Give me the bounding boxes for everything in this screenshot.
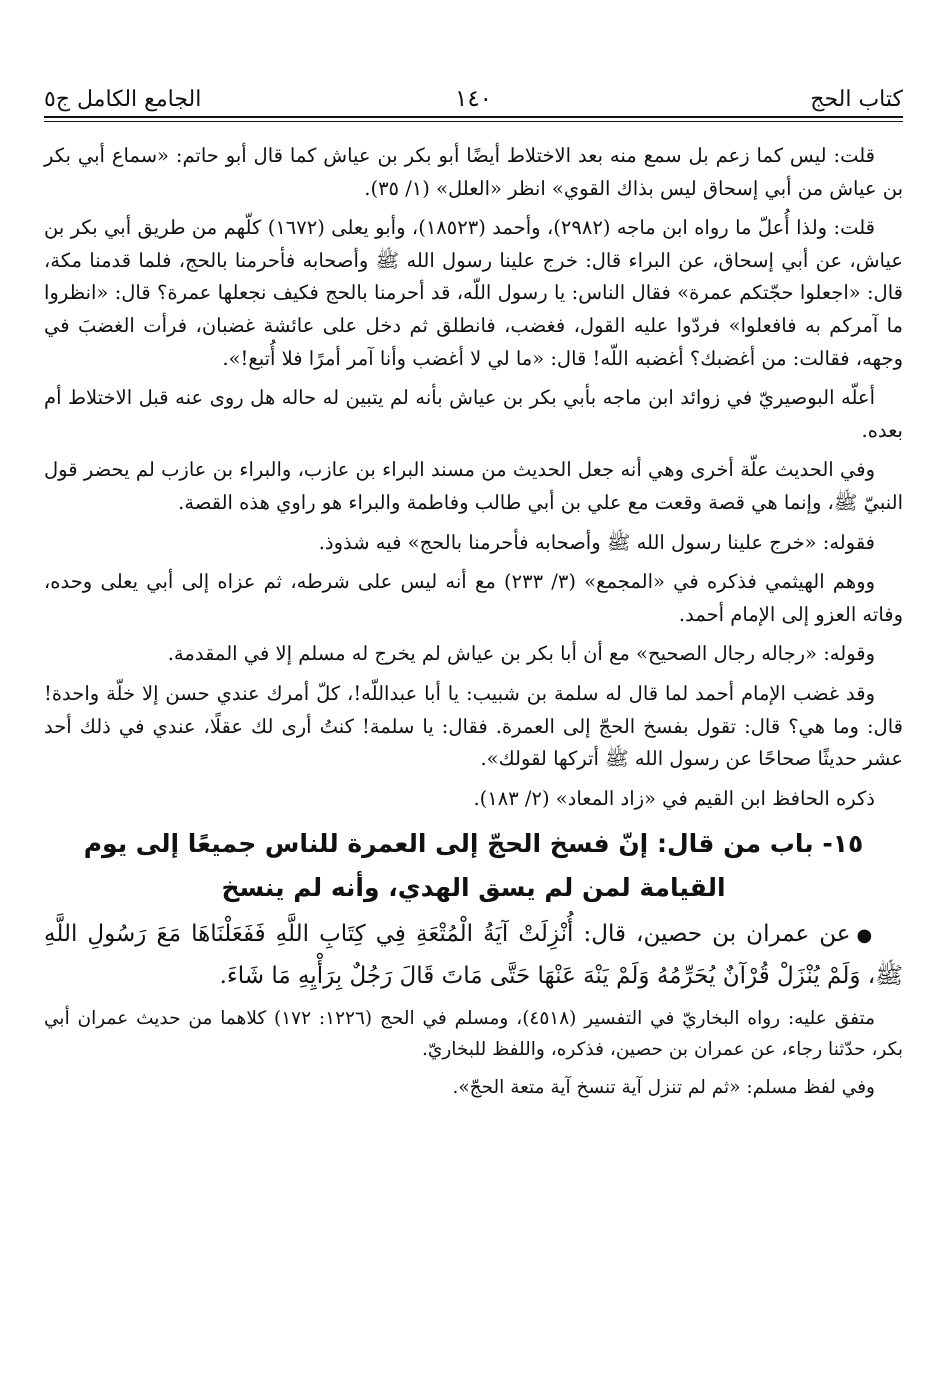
paragraph-6: ووهم الهيثمي فذكره في «المجمع» (٣/ ٢٣٣) مع أنه ليس على شرطه، ثم عزاه إلى أبي يعلى وحده، وفاته العزو إلى الإمام أحمد. xyxy=(44,570,903,626)
paragraph-5: فقوله: «خرج علينا رسول الله ﷺ وأصحابه فأحرمنا بالحج» فيه شذوذ. xyxy=(318,530,875,554)
page-content xyxy=(44,140,903,1110)
header-rule-thin xyxy=(44,121,903,122)
paragraph-3: أعلّه البوصيريّ في زوائد ابن ماجه بأبي بكر بن عياش بأنه لم يتبين له حاله هل روى عنه قبل الاختلاط أم بعده. xyxy=(44,386,903,442)
bullet-icon: ● xyxy=(856,925,875,947)
paragraph-2: قلت: ولذا أُعلّ ما رواه ابن ماجه (٢٩٨٢)، وأحمد (١٨٥٢٣)، وأبو يعلى (١٦٧٢) كلّهم من طريق أبي بكر بن عياش، عن أبي إسحاق، عن البراء قال: خرج علينا رسول الله ﷺ وأصحابه فأحرمنا بالحج، فلما قدمنا مكة، قال: «اجعلوا حجّتكم عمرة» فقال الناس: يا رسول اللّه، قد أحرمنا بالحج فكيف نجعلها عمرة؟ قال: «انظروا ما آمركم به فافعلوا» فردّوا عليه القول، فغضب، فانطلق ثم دخل على عائشة غضبان، فرأت الغضبَ في وجهه، فقالت: من أغضبك؟ أغضبه اللّه! قال: «ما لي لا أغضب وأنا آمر أمرًا فلا أُتبع!». xyxy=(44,216,903,370)
chapter-title: ١٥- باب من قال: إنّ فسخ الحجّ إلى العمرة للناس جميعًا إلى يوم القيامة لمن لم يسق الهدي، وأنه لم ينسخ xyxy=(83,829,864,903)
note-2: وفي لفظ مسلم: «ثم لم تنزل آية تنسخ آية متعة الحجّ». xyxy=(452,1077,875,1099)
hadith-text-block xyxy=(44,914,903,996)
paragraph-1: قلت: ليس كما زعم بل سمع منه بعد الاختلاط أيضًا أبو بكر بن عياش كما قال أبو حاتم: «سماع أبي بكر بن عياش من أبي إسحاق ليس بذاك القوي» انظر «العلل» (١/ ٣٥). xyxy=(44,144,903,200)
volume-title: الجامع الكامل ج٥ xyxy=(44,87,202,112)
page-header xyxy=(44,76,903,112)
note-1: متفق عليه: رواه البخاريّ في التفسير (٤٥١٨)، ومسلم في الحج (١٢٢٦: ١٧٢) كلاهما من حديث عمران أبي بكر، حدّثنا رجاء، عن عمران بن حصين، فذكره، واللفظ للبخاريّ. xyxy=(44,1008,903,1061)
paragraph-9: ذكره الحافظ ابن القيم في «زاد المعاد» (٢/ ١٨٣). xyxy=(473,786,875,810)
paragraph-7: وقوله: «رجاله رجال الصحيح» مع أن أبا بكر بن عياش لم يخرج له مسلم إلا في المقدمة. xyxy=(167,642,875,666)
header-rule-thick xyxy=(44,116,903,118)
page-number: ١٤٠ xyxy=(454,86,493,112)
paragraph-8: وقد غضب الإمام أحمد لما قال له سلمة بن شبيب: يا أبا عبداللّه!، كلّ أمرك عندي حسن إلا خلّة واحدة! قال: وما هي؟ قال: تقول بفسخ الحجّ إلى العمرة. فقال: يا سلمة! كنتُ أرى لك عقلًا، عندي في ذلك أحد عشر حديثًا صحاحًا عن رسول الله ﷺ أتركها لقولك». xyxy=(44,681,903,771)
hadith-text: عن عمران بن حصين، قال: أُنْزِلَتْ آيَةُ الْمُتْعَةِ فِي كِتَابِ اللَّهِ فَفَعَلْنَاهَا مَعَ رَسُولِ اللَّهِ ﷺ، وَلَمْ يُنْزَلْ قُرْآنٌ يُحَرِّمُهُ وَلَمْ يَنْهَ عَنْهَا حَتَّى مَاتَ قَالَ رَجُلٌ بِرَأْيِهِ مَا شَاءَ. xyxy=(44,921,903,990)
book-title: كتاب الحج xyxy=(810,87,903,112)
paragraph-4: وفي الحديث علّة أخرى وهي أنه جعل الحديث من مسند البراء بن عازب، والبراء بن عازب لم يحضر قول النبيّ ﷺ، وإنما هي قصة وقعت مع علي بن أبي طالب وفاطمة والبراء هو راوي هذه القصة. xyxy=(44,458,903,514)
